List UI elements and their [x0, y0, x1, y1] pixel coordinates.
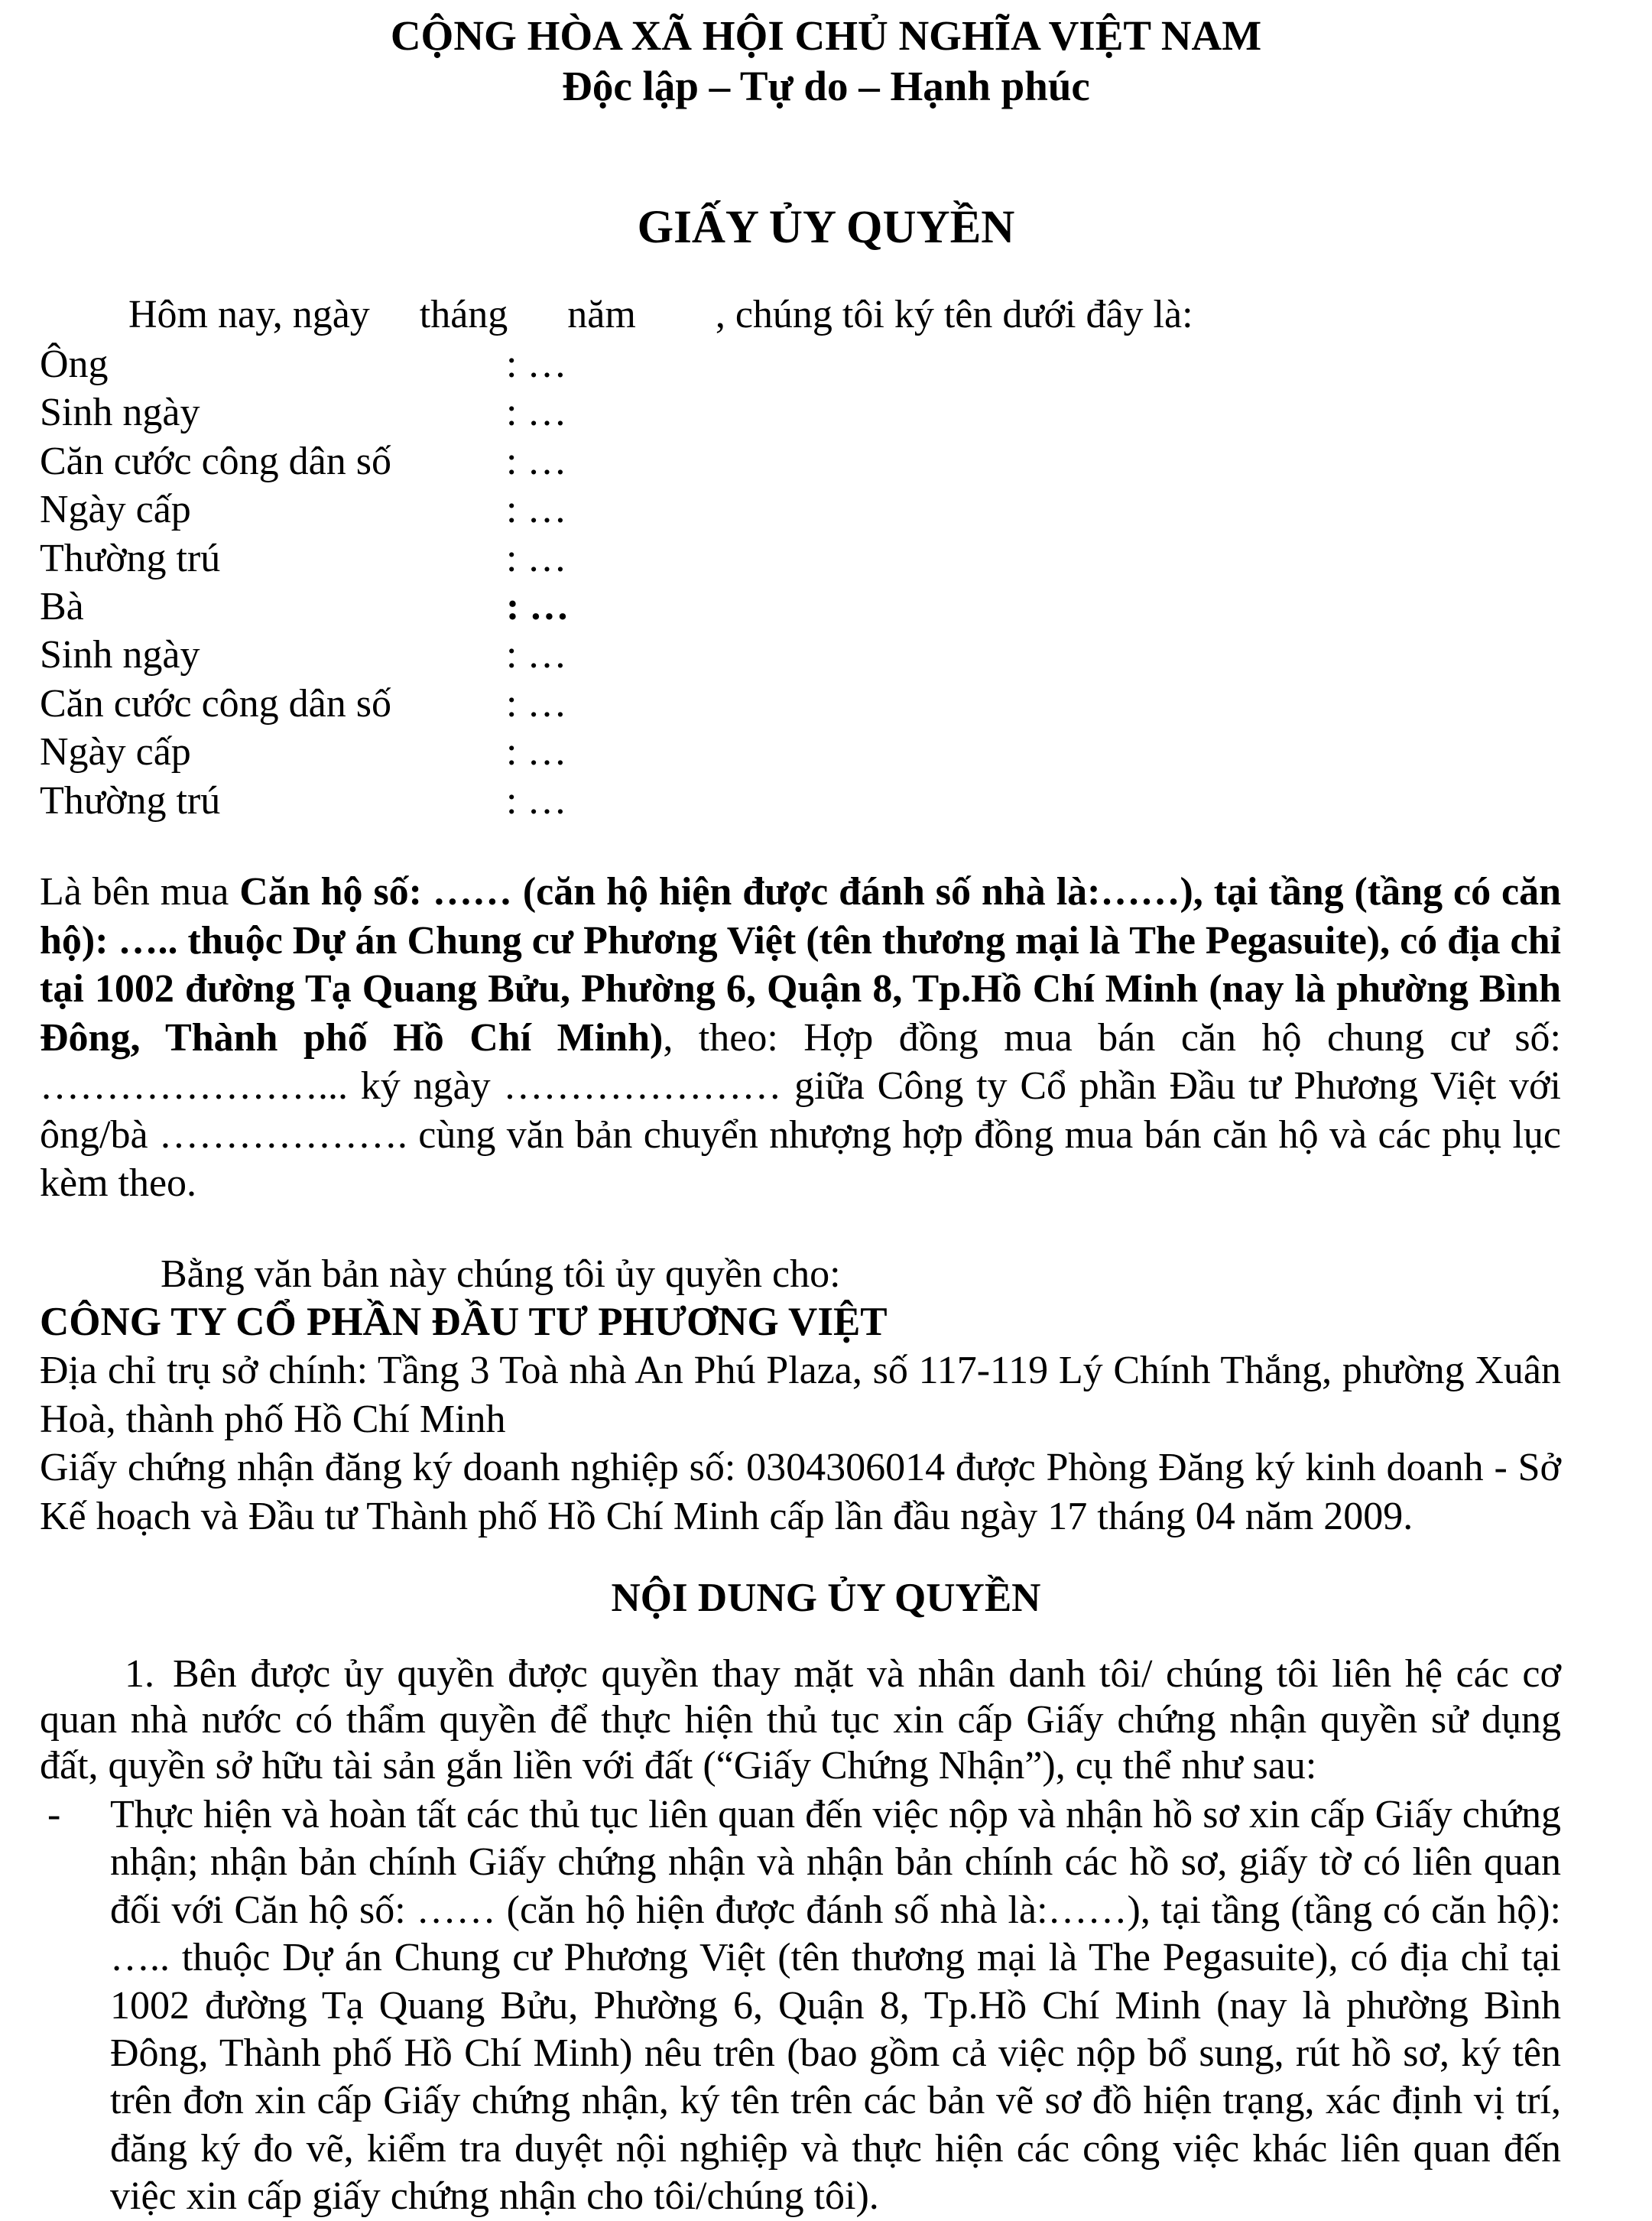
info-row [40, 728, 957, 776]
info-label: Thường trú [40, 778, 221, 823]
info-row [40, 534, 957, 583]
info-label: Ngày cấp [40, 488, 191, 532]
company-address: Địa chỉ trụ sở chính: Tầng 3 Toà nhà An Phú Plaza, số 117-119 Lý Chính Thắng, phường Xuân Hoà, thành phố Hồ Chí Minh [40, 1349, 1561, 1441]
info-value: : … [506, 488, 567, 532]
info-row [40, 777, 957, 825]
company-name: CÔNG TY CỔ PHẦN ĐẦU TƯ PHƯƠNG VIỆT [40, 1300, 888, 1344]
info-row [40, 631, 957, 679]
info-label: Bà [40, 584, 84, 628]
info-row [40, 680, 957, 728]
info-label: Thường trú [40, 536, 221, 580]
purchase-contract-details: , theo: Hợp đồng mua bán căn hộ chung cư số: …………………... ký ngày ………………… giữa Công ty Cổ phần Đầu tư Phương Việt với ông/bà ………………. cùng văn bản chuyển nhượng hợp đồng mua bán căn hộ và các phụ lục kèm theo. [40, 1015, 1561, 1205]
info-value: : … [506, 778, 567, 823]
bullet-text: Thực hiện và hoàn tất các thủ tục liên quan đến việc nộp và nhận hồ sơ xin cấp Giấy chứng nhận; nhận bản chính Giấy chứng nhận và nhận bản chính các hồ sơ, giấy tờ có liên quan đối với Căn hộ số: …… (căn hộ hiện được đánh số nhà là:……), tại tầng (tầng có căn hộ): ….. thuộc Dự án Chung cư Phương Việt (tên thương mại là The Pegasuite), có địa chỉ tại 1002 đường Tạ Quang Bửu, Phường 6, Quận 8, Tp.Hồ Chí Minh (nay là phường Bình Đông, Thành phố Hồ Chí Minh) nêu trên (bao gồm cả việc nộp bổ sung, rút hồ sơ, ký tên trên đơn xin cấp Giấy chứng nhận, ký tên trên các bản vẽ sơ đồ hiện trạng, xác định vị trí, đăng ký đo vẽ, kiểm tra duyệt nội nghiệp và thực hiện các công việc khác liên quan đến việc xin cấp giấy chứng nhận cho tôi/chúng tôi). [110, 1793, 1561, 2219]
clause-1 [40, 1651, 1561, 1789]
info-label: Sinh ngày [40, 391, 200, 435]
date-line: Hôm nay, ngày tháng năm , chúng tôi ký tên dưới đây là: [128, 293, 1193, 336]
clause-number: 1. [125, 1652, 154, 1696]
national-motto: Độc lập – Tự do – Hạnh phúc [562, 63, 1090, 109]
info-value: : … [506, 681, 567, 726]
bullet-item [40, 1791, 1561, 2221]
info-row [40, 340, 957, 388]
purchase-intro: Là bên mua [40, 870, 240, 914]
purchase-paragraph [40, 868, 1561, 1208]
info-label: Căn cước công dân số [40, 681, 392, 726]
info-value: : … [506, 730, 567, 774]
info-value: : … [506, 343, 567, 386]
info-row [40, 437, 957, 485]
company-registration: Giấy chứng nhận đăng ký doanh nghiệp số: 0304306014 được Phòng Đăng ký kinh doanh - Sở Kế hoạch và Đầu tư Thành phố Hồ Chí Minh cấp lần đầu ngày 17 tháng 04 năm 2009. [40, 1446, 1561, 1538]
content-section-title: NỘI DUNG ỦY QUYỀN [611, 1576, 1041, 1620]
info-row [40, 485, 957, 534]
info-value: : … [506, 391, 567, 435]
info-row [40, 583, 957, 631]
info-value: : … [506, 633, 567, 677]
info-label: Ông [40, 343, 109, 386]
national-title: CỘNG HÒA XÃ HỘI CHỦ NGHĨA VIỆT NAM [390, 12, 1262, 59]
info-value: : … [506, 584, 570, 628]
document-title: GIẤY ỦY QUYỀN [637, 202, 1015, 253]
info-label: Căn cước công dân số [40, 439, 392, 483]
info-label: Sinh ngày [40, 633, 200, 677]
info-row [40, 388, 957, 437]
clause-text: Bên được ủy quyền được quyền thay mặt và nhân danh tôi/ chúng tôi liên hệ các cơ quan nhà nước có thẩm quyền để thực hiện thủ tục xin cấp Giấy chứng nhận quyền sử dụng đất, quyền sở hữu tài sản gắn liền với đất (“Giấy Chứng Nhận”), cụ thể như sau: [40, 1652, 1561, 1788]
info-label: Ngày cấp [40, 730, 191, 774]
authorize-line: Bằng văn bản này chúng tôi ủy quyền cho: [161, 1252, 841, 1296]
info-value: : … [506, 536, 567, 580]
info-value: : … [506, 439, 567, 483]
purchase-apartment-details: Căn hộ số: …… (căn hộ hiện được đánh số nhà là:……), tại tầng (tầng có căn hộ): ….. thuộc Dự án Chung cư Phương Việt (tên thương mại là The Pegasuite), có địa chỉ tại 1002 đường Tạ Quang Bửu, Phường 6, Quận 8, Tp.Hồ Chí Minh (nay là phường Bình Đông, Thành phố Hồ Chí Minh) [40, 870, 1561, 1060]
principal-info-list [40, 340, 957, 825]
bullet-dash: - [47, 1793, 61, 1836]
